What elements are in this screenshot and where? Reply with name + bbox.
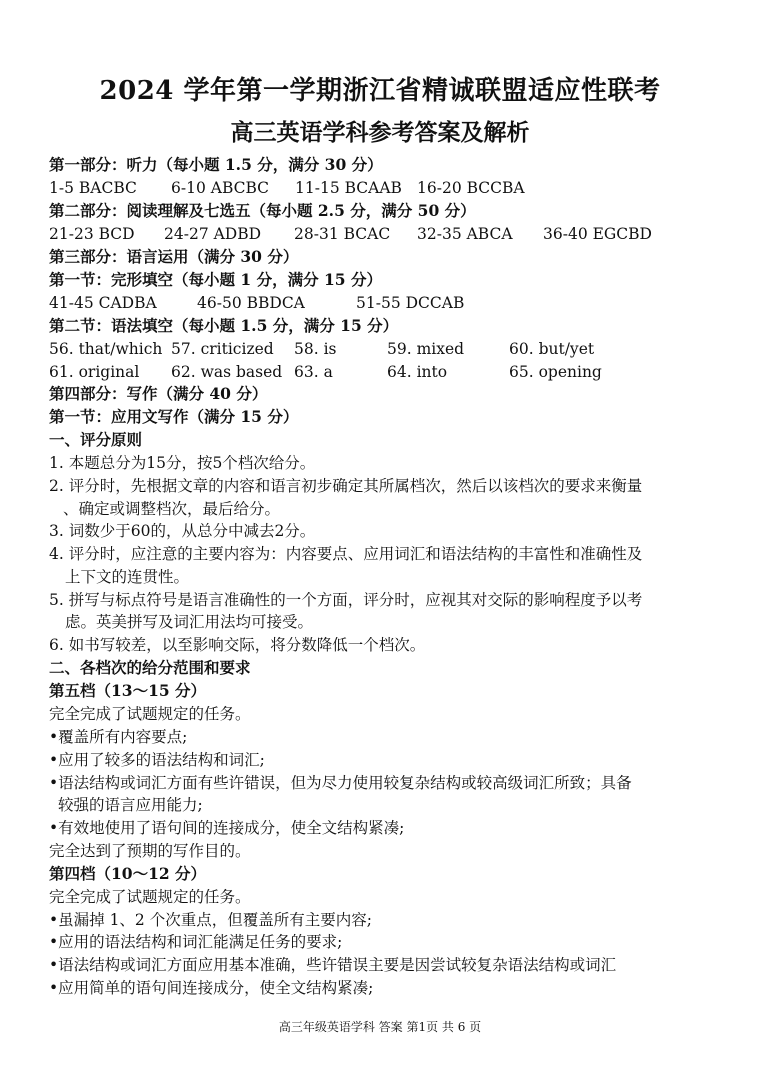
answer-item: 61. original: [49, 363, 140, 381]
part1-heading: 第一部分：听力（每小题 1.5 分，满分 30 分）: [49, 155, 383, 174]
answer-group: 51-55 DCCAB: [356, 294, 465, 312]
grade-line: •语法结构或词汇方面有些许错误，但为尽力使用较复杂结构或较高级词汇所致；具备: [49, 774, 632, 792]
grade-line: •覆盖所有内容要点;: [49, 728, 188, 746]
grade4-heading: 第四档（10～12 分）: [49, 864, 207, 883]
document-title: 2024 学年第一学期浙江省精诚联盟适应性联考: [99, 76, 661, 106]
part4-section1-heading: 第一节：应用文写作（满分 15 分）: [49, 407, 299, 426]
principle-line: 6. 如书写较差，以至影响交际，将分数降低一个档次。: [49, 636, 426, 654]
part4-heading: 第四部分：写作（满分 40 分）: [49, 384, 268, 403]
principles-heading: 一、评分原则: [49, 430, 143, 449]
answer-group: 41-45 CADBA: [49, 294, 157, 312]
grade-line: 完全达到了预期的写作目的。: [49, 842, 251, 860]
grade-line: •应用的语法结构和词汇能满足任务的要求;: [49, 933, 343, 951]
grade-line: 完全完成了试题规定的任务。: [49, 888, 251, 906]
answer-item: 59. mixed: [387, 340, 465, 358]
part1-answers: [49, 178, 729, 198]
principle-line: 5. 拼写与标点符号是语言准确性的一个方面，评分时，应视其对交际的影响程度予以考: [49, 591, 643, 609]
principle-line: 2. 评分时，先根据文章的内容和语言初步确定其所属档次，然后以该档次的要求来衡量: [49, 477, 643, 495]
grade-line: 完全完成了试题规定的任务。: [49, 705, 251, 723]
principle-line: 、确定或调整档次，最后给分。: [63, 500, 281, 518]
grade-line: •虽漏掉 1、2 个次重点，但覆盖所有主要内容;: [49, 911, 372, 929]
answer-item: 65. opening: [509, 363, 602, 381]
answer-group: 24-27 ADBD: [164, 225, 262, 243]
answer-item: 58. is: [294, 340, 337, 358]
answer-item: 64. into: [387, 363, 448, 381]
answer-group: 1-5 BACBC: [49, 179, 137, 197]
answer-item: 60. but/yet: [509, 340, 595, 358]
grade5-heading: 第五档（13～15 分）: [49, 681, 207, 700]
answer-item: 57. criticized: [171, 340, 274, 358]
grammar-answers-row2: [49, 362, 729, 382]
part3-section2-heading: 第二节：语法填空（每小题 1.5 分，满分 15 分）: [49, 316, 399, 335]
grade-line: •有效地使用了语句间的连接成分，使全文结构紧凑;: [49, 819, 405, 837]
grade-line: •应用了较多的语法结构和词汇;: [49, 751, 265, 769]
principle-line: 4. 评分时，应注意的主要内容为：内容要点、应用词汇和语法结构的丰富性和准确性及: [49, 545, 643, 563]
grade-line: 较强的语言应用能力;: [58, 796, 203, 814]
grammar-answers-row1: [49, 339, 729, 359]
answer-group: 21-23 BCD: [49, 225, 135, 243]
part3-section1-answers: [49, 293, 729, 313]
answer-group: 46-50 BBDCA: [197, 294, 305, 312]
answer-group: 28-31 BCAC: [294, 225, 391, 243]
document-subtitle: 高三英语学科参考答案及解析: [230, 119, 530, 146]
part2-answers: [49, 224, 729, 244]
answer-item: 62. was based: [171, 363, 283, 381]
answer-item: 56. that/which: [49, 340, 163, 358]
answer-group: 11-15 BCAAB: [295, 179, 402, 197]
part3-section1-heading: 第一节：完形填空（每小题 1 分，满分 15 分）: [49, 270, 382, 289]
part2-heading: 第二部分：阅读理解及七选五（每小题 2.5 分，满分 50 分）: [49, 201, 476, 220]
answer-group: 16-20 BCCBA: [417, 179, 525, 197]
answer-item: 63. a: [294, 363, 333, 381]
answer-group: 36-40 EGCBD: [543, 225, 652, 243]
ranges-heading: 二、各档次的给分范围和要求: [49, 658, 251, 677]
answer-group: 32-35 ABCA: [417, 225, 513, 243]
principle-line: 3. 词数少于60的，从总分中减去2分。: [49, 522, 316, 540]
page-footer: 高三年级英语学科 答案 第1页 共 6 页: [278, 1020, 482, 1034]
answer-group: 6-10 ABCBC: [171, 179, 270, 197]
grade-line: •语法结构或词汇方面应用基本准确，些许错误主要是因尝试较复杂语法结构或词汇: [49, 956, 617, 974]
grade-line: •应用简单的语句间连接成分，使全文结构紧凑;: [49, 979, 374, 997]
part3-heading: 第三部分：语言运用（满分 30 分）: [49, 247, 299, 266]
principle-line: 1. 本题总分为15分，按5个档次给分。: [49, 454, 316, 472]
principle-line: 虑。英美拼写及词汇用法均可接受。: [65, 613, 314, 631]
principle-line: 上下文的连贯性。: [65, 568, 190, 586]
